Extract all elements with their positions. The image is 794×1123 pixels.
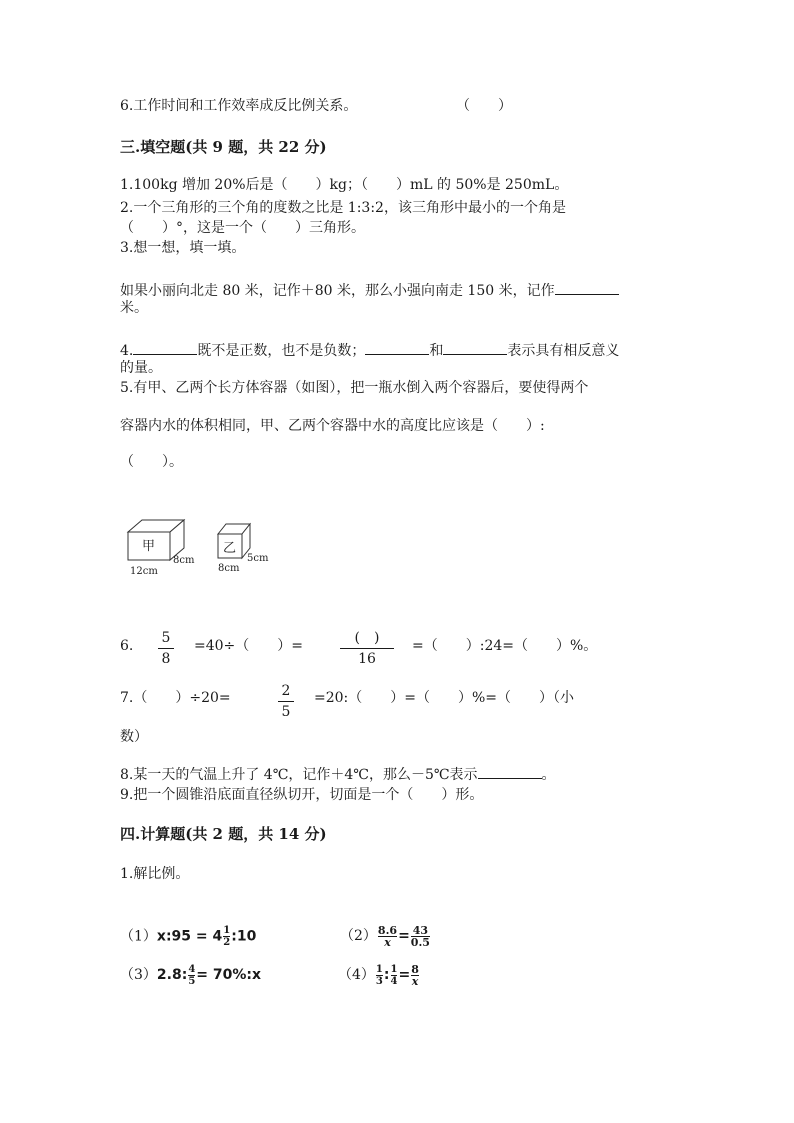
fill-question-1: 1.100kg 增加 20%后是（ ）kg；（ ）mL 的 50%是 250mL。 bbox=[120, 177, 569, 193]
fraction-4-5 bbox=[188, 964, 195, 987]
fraction-bar bbox=[158, 648, 174, 649]
fill-question-8-end: 。 bbox=[541, 767, 556, 783]
equals-sign: = bbox=[398, 967, 411, 983]
containers-svg bbox=[122, 512, 282, 582]
tf-question-6-answer-paren[interactable]: （ ） bbox=[456, 98, 512, 114]
fill-question-6-part-1: =40÷（ ）= bbox=[194, 638, 304, 654]
fill-question-2-line-2: （ ）°，这是一个（ ）三角形。 bbox=[120, 220, 365, 236]
fraction-denominator: 5 bbox=[188, 975, 196, 987]
fraction-1-4 bbox=[391, 964, 398, 987]
box-b-width-label: 8cm bbox=[218, 563, 240, 574]
fill-question-5-line-3: （ ）。 bbox=[120, 454, 183, 470]
fill-question-7-prefix: 7.（ ）÷20= bbox=[120, 690, 231, 706]
section-3-title: 三.填空题(共 9 题，共 22 分) bbox=[120, 138, 327, 156]
fraction-bar bbox=[340, 648, 394, 649]
tf-question-6-text: 6.工作时间和工作效率成反比例关系。 bbox=[120, 98, 358, 114]
answer-blank[interactable] bbox=[478, 764, 542, 779]
fraction-numerator: 8 bbox=[411, 962, 419, 976]
containers-figure bbox=[122, 512, 282, 582]
fraction-numerator: 43 bbox=[412, 923, 429, 937]
answer-blank[interactable] bbox=[443, 340, 507, 355]
fraction-8-over-x bbox=[411, 964, 419, 987]
fill-question-4-line-2: 的量。 bbox=[120, 360, 162, 376]
fill-question-3-text: 如果小丽向北走 80 米，记作＋80 米，那么小强向南走 150 米，记作 bbox=[120, 283, 555, 299]
fraction-denominator: 2 bbox=[223, 937, 231, 948]
fraction-5-8 bbox=[158, 630, 174, 667]
fraction-denominator: 0.5 bbox=[410, 935, 430, 949]
fill-question-3-line-1 bbox=[120, 280, 619, 300]
proportion-item-3 bbox=[120, 963, 261, 987]
box-b-label: 乙 bbox=[223, 541, 237, 556]
proportion-item-2 bbox=[340, 920, 431, 952]
fraction-numerator: 1 bbox=[390, 963, 398, 975]
mixed-fraction bbox=[223, 925, 230, 948]
fraction-8-6-over-x bbox=[378, 925, 397, 948]
fraction-2-5 bbox=[278, 683, 294, 720]
fraction-numerator: 1 bbox=[223, 925, 231, 936]
box-a-height-label: 8cm bbox=[173, 555, 195, 566]
fill-question-9: 9.把一个圆锥沿底面直径纵切开，切面是一个（ ）形。 bbox=[120, 787, 484, 803]
colon: : bbox=[383, 967, 390, 983]
fill-question-8-text: 8.某一天的气温上升了 4℃，记作＋4℃，那么－5℃表示 bbox=[120, 767, 478, 783]
proportion-item-1 bbox=[120, 925, 256, 948]
box-a-label: 甲 bbox=[142, 539, 156, 554]
fill-question-8 bbox=[120, 764, 556, 784]
fraction-denominator: x bbox=[378, 936, 397, 948]
fraction-denominator: 5 bbox=[281, 704, 291, 720]
section-4-title: 四.计算题(共 2 题，共 14 分) bbox=[120, 825, 327, 843]
proportion-label: （2） bbox=[340, 928, 377, 944]
fraction-bar bbox=[278, 701, 294, 702]
fraction-numerator: 4 bbox=[188, 963, 196, 975]
fill-question-4-prefix: 4. bbox=[120, 343, 134, 359]
fraction-numerator: 5 bbox=[161, 630, 171, 646]
fraction-numerator: 1 bbox=[375, 963, 383, 975]
proportion-expr-a: x:95 = 4 bbox=[156, 928, 223, 945]
answer-blank[interactable] bbox=[365, 340, 429, 355]
calc-question-1-title: 1.解比例。 bbox=[120, 866, 190, 882]
fraction-denominator: 16 bbox=[358, 651, 376, 667]
answer-blank[interactable] bbox=[133, 340, 197, 355]
fill-question-5-line-1: 5.有甲、乙两个长方体容器（如图），把一瓶水倒入两个容器后，要使得两个 bbox=[120, 380, 589, 396]
fill-question-7-part-1: =20:（ ）=（ ）%=（ ）（小 bbox=[314, 690, 575, 706]
fraction-denominator: x bbox=[411, 974, 419, 988]
fill-question-3-line-2: 米。 bbox=[120, 300, 148, 316]
fill-question-6-part-2: =（ ）:24=（ ）%。 bbox=[412, 638, 598, 654]
fill-question-4-text-2: 和 bbox=[429, 343, 444, 359]
equals-sign: = bbox=[398, 928, 410, 944]
proportion-expr-a: 2.8: bbox=[156, 967, 188, 983]
proportion-expr-b: = 70%:x bbox=[196, 967, 262, 983]
fill-question-3-title: 3.想一想，填一填。 bbox=[120, 240, 246, 256]
proportion-item-4 bbox=[338, 960, 420, 990]
fraction-blank-16 bbox=[340, 630, 394, 667]
tf-question-6 bbox=[120, 97, 357, 115]
fill-question-7-line-2: 数） bbox=[120, 729, 148, 745]
fraction-numerator: 8.6 bbox=[377, 923, 398, 937]
fraction-numerator[interactable]: ( ) bbox=[354, 630, 380, 646]
fraction-43-over-0-5 bbox=[411, 925, 430, 948]
fill-question-4-text-3: 表示具有相反意义 bbox=[507, 343, 620, 359]
fraction-denominator: 8 bbox=[161, 651, 171, 667]
proportion-label: （4） bbox=[338, 967, 375, 983]
box-b-height-label: 5cm bbox=[247, 553, 269, 564]
answer-blank[interactable] bbox=[555, 280, 619, 295]
fill-question-4-text-1: 既不是正数，也不是负数； bbox=[197, 343, 366, 359]
proportion-label: （3） bbox=[120, 967, 157, 983]
fill-question-5-line-2: 容器内水的体积相同，甲、乙两个容器中水的高度比应该是（ ）: bbox=[120, 418, 545, 434]
proportion-label: （1） bbox=[120, 928, 157, 945]
proportion-expr-b: :10 bbox=[231, 928, 257, 945]
fraction-numerator: 2 bbox=[281, 683, 291, 699]
fraction-denominator: 3 bbox=[375, 975, 383, 987]
fill-question-4-line-1 bbox=[120, 340, 619, 360]
fraction-denominator: 4 bbox=[390, 975, 398, 987]
fill-question-6-prefix: 6. bbox=[120, 638, 134, 654]
fill-question-2-line-1: 2.一个三角形的三个角的度数之比是 1:3:2，该三角形中最小的一个角是 bbox=[120, 200, 566, 216]
fraction-1-3 bbox=[376, 964, 383, 987]
box-a-width-label: 12cm bbox=[130, 566, 158, 577]
